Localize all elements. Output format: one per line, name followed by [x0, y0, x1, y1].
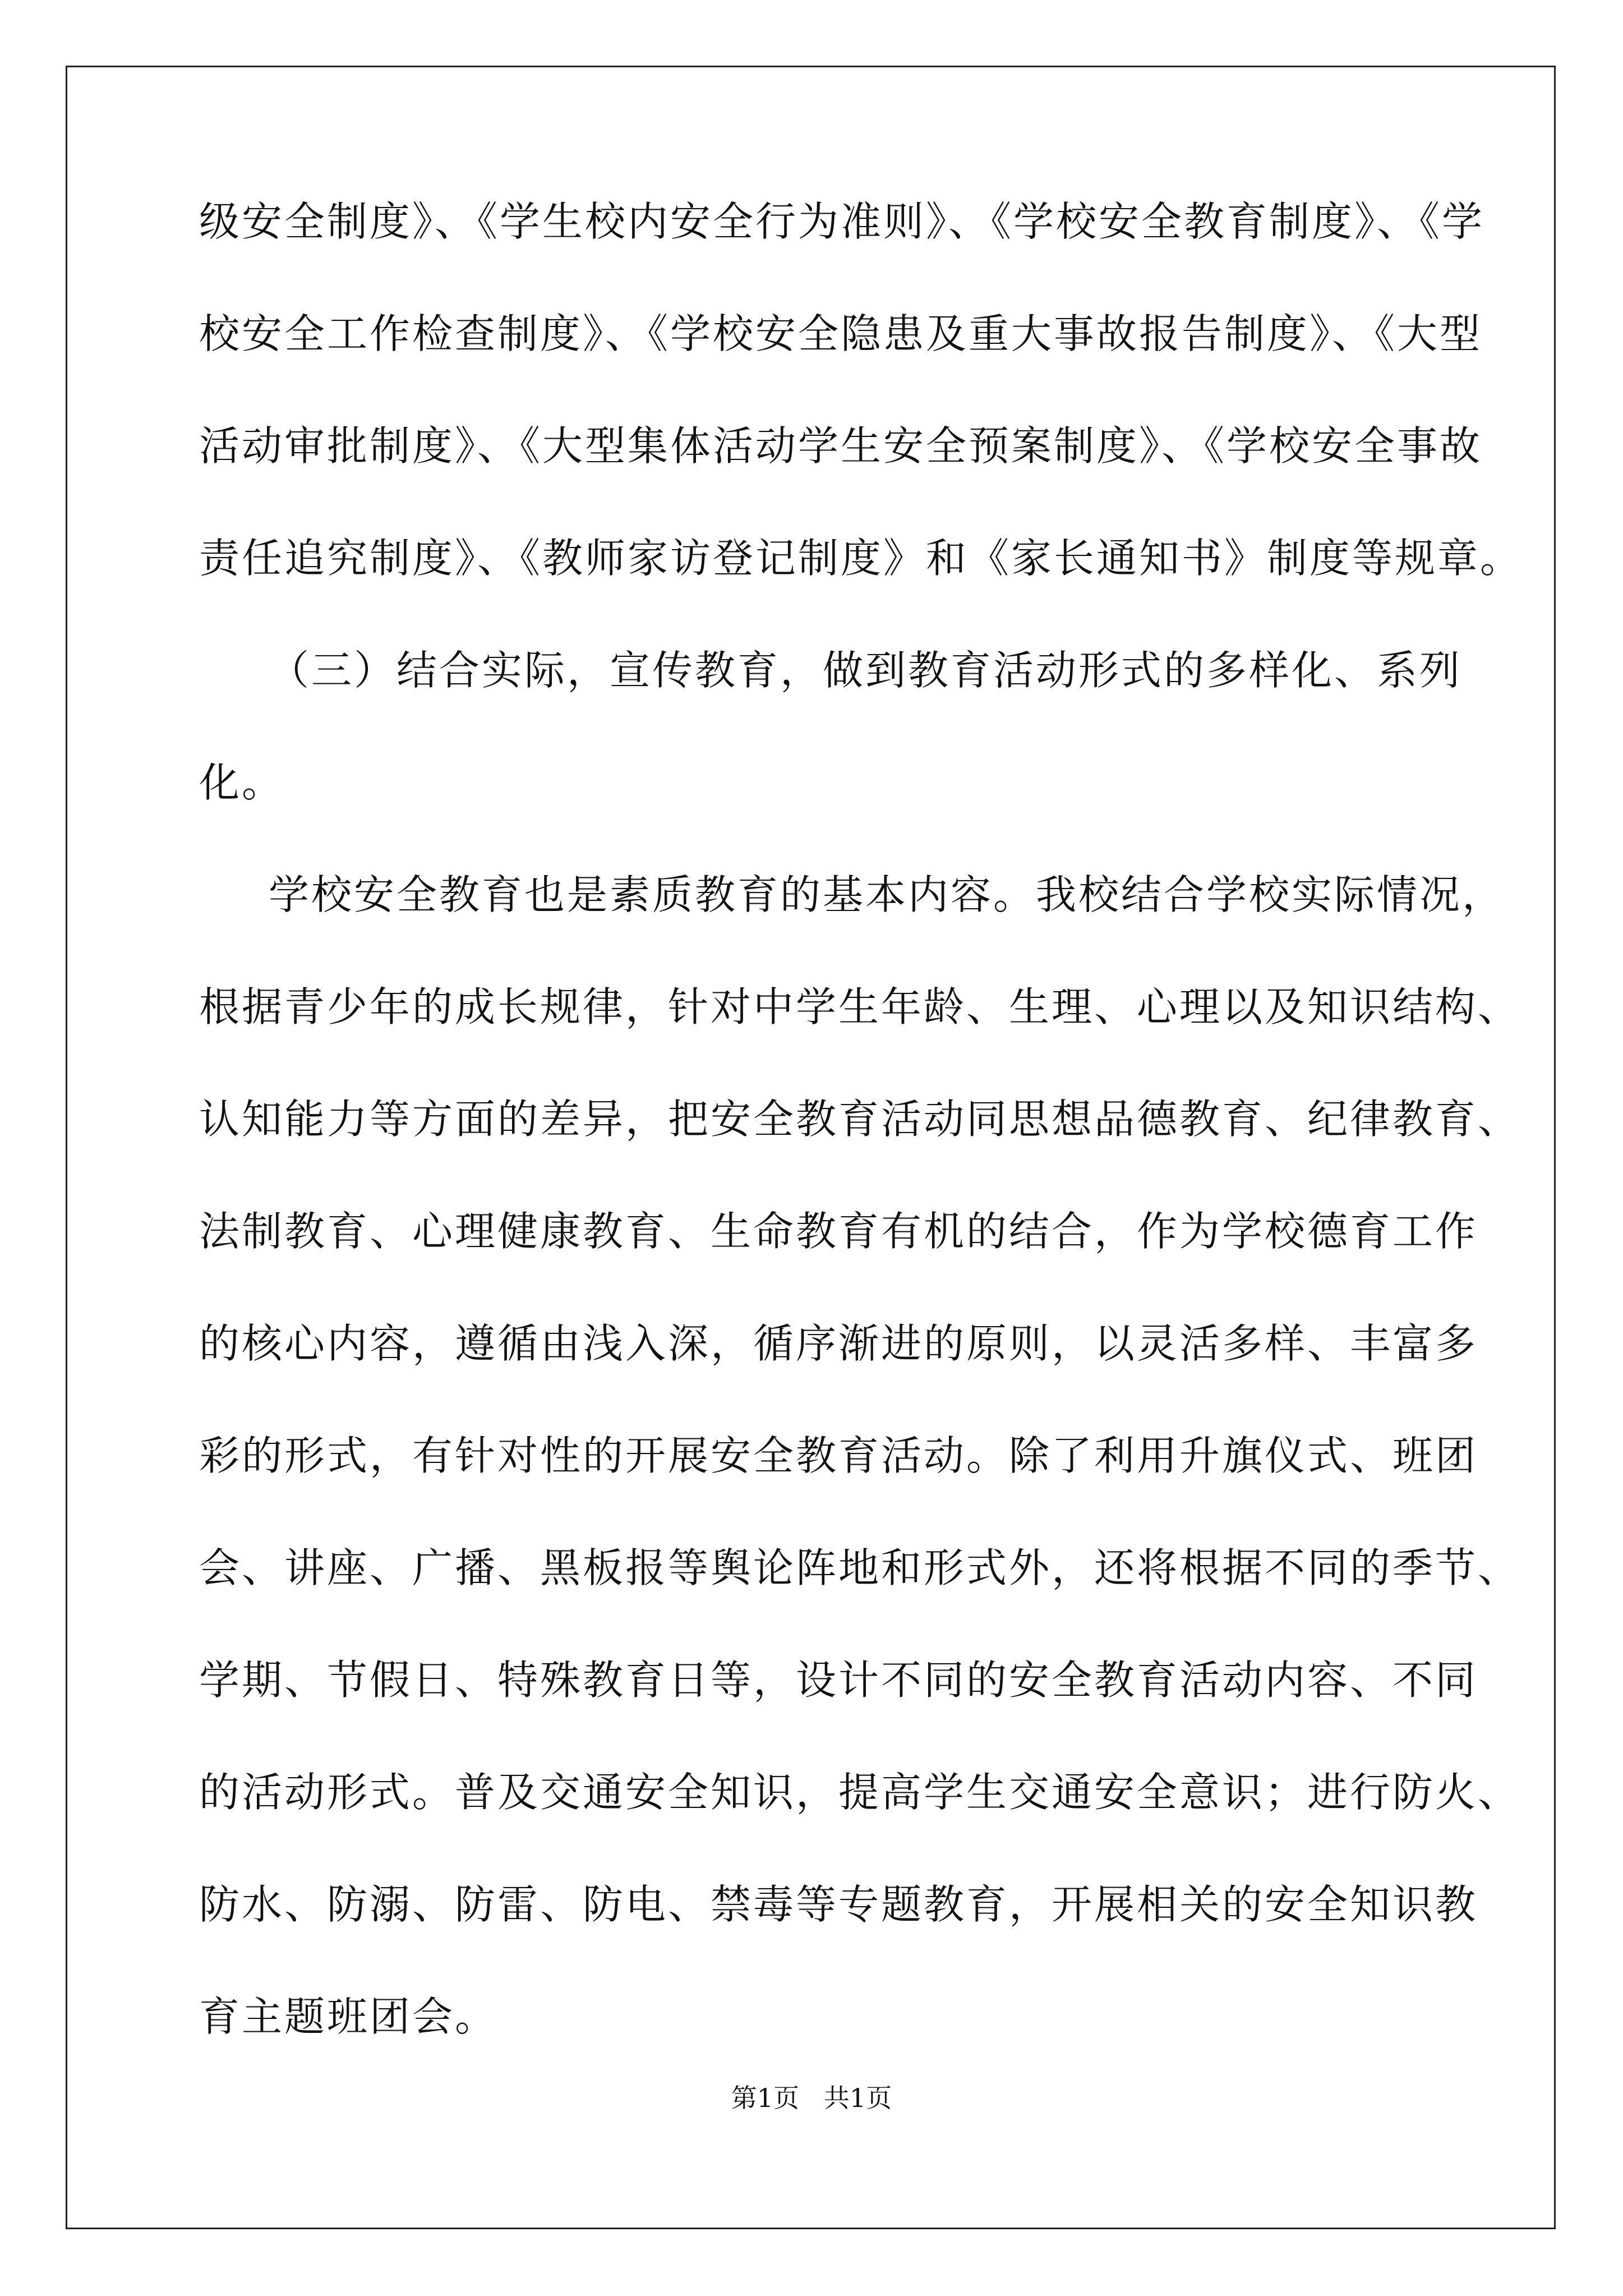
paragraph-first-line: 学校安全教育也是素质教育的基本内容。我校结合学校实际情况，: [269, 871, 1505, 918]
text-line: 彩的形式，有针对性的开展安全教育活动。除了利用升旗仪式、班团: [199, 1432, 1478, 1479]
text-line: 育主题班团会。: [199, 1993, 498, 2040]
text-line: 活动审批制度》、《大型集体活动学生安全预案制度》、《学校安全事故: [199, 422, 1483, 470]
text-line: 级安全制度》、《学生校内安全行为准则》、《学校安全教育制度》、《学: [199, 198, 1485, 245]
text-line: 认知能力等方面的差异，把安全教育活动同思想品德教育、纪律教育、: [199, 1096, 1521, 1143]
page-number-footer: 第1页 共1页: [731, 2083, 892, 2113]
text-line: 责任追究制度》、《教师家访登记制度》和《家长通知书》制度等规章。: [199, 535, 1523, 582]
text-line: 会、讲座、广播、黑板报等舆论阵地和形式外，还将根据不同的季节、: [199, 1544, 1521, 1591]
text-line: 学期、节假日、特殊教育日等，设计不同的安全教育活动内容、不同: [199, 1657, 1478, 1704]
text-line: 校安全工作检查制度》、《学校安全隐患及重大事故报告制度》、《大型: [199, 310, 1483, 357]
text-line: 的活动形式。普及交通安全知识，提高学生交通安全意识；进行防火、: [199, 1769, 1521, 1816]
text-line: 法制教育、心理健康教育、生命教育有机的结合，作为学校德育工作: [199, 1208, 1478, 1255]
section-heading: （三）结合实际，宣传教育，做到教育活动形式的多样化、系列: [269, 647, 1463, 694]
text-line: 根据青少年的成长规律，针对中学生年龄、生理、心理以及知识结构、: [199, 983, 1521, 1030]
text-line: 化。: [199, 759, 285, 806]
text-line: 防水、防溺、防雷、防电、禁毒等专题教育，开展相关的安全知识教: [199, 1881, 1478, 1928]
text-line: 的核心内容，遵循由浅入深，循序渐进的原则，以灵活多样、丰富多: [199, 1320, 1478, 1367]
